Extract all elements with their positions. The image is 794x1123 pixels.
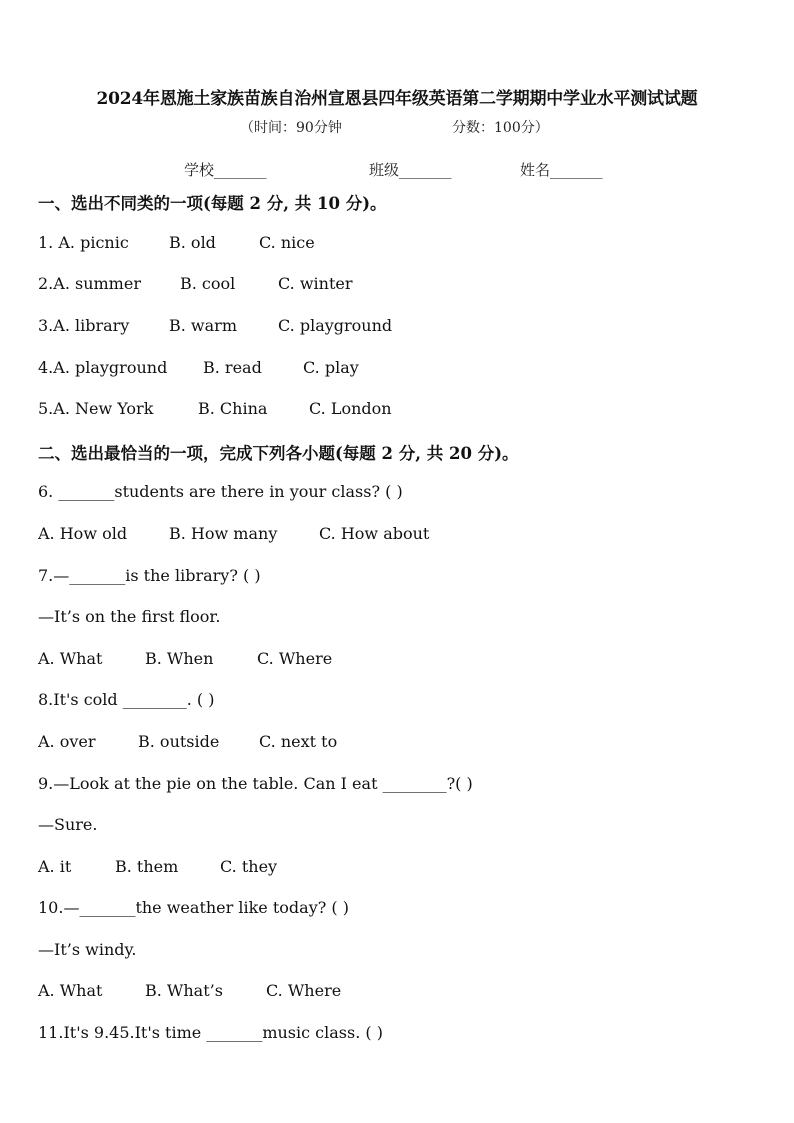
question-10-reply: —It’s windy. bbox=[38, 940, 137, 959]
question-7-option-b: B. When bbox=[145, 649, 214, 668]
question-10-option-c: C. Where bbox=[266, 981, 342, 1000]
question-8-option-c: C. next to bbox=[259, 732, 338, 751]
question-7-options bbox=[38, 649, 333, 668]
question-7-reply: —It’s on the first floor. bbox=[38, 607, 221, 626]
question-10-option-b: B. What’s bbox=[145, 981, 223, 1000]
question-8-stem: 8.It's cold ________. ( ) bbox=[38, 690, 215, 709]
question-8-option-a: A. over bbox=[38, 732, 96, 751]
question-10-option-a: A. What bbox=[38, 981, 103, 1000]
question-2 bbox=[38, 274, 353, 293]
question-10-stem: 10.—_______the weather like today? ( ) bbox=[38, 898, 349, 917]
question-2-option-a: 2.A. summer bbox=[38, 274, 141, 293]
school-field: 学校_______ bbox=[184, 161, 267, 179]
question-1 bbox=[38, 233, 315, 252]
name-field: 姓名_______ bbox=[520, 161, 603, 179]
exam-time: （时间：90分钟 bbox=[240, 120, 342, 136]
question-9-option-b: B. them bbox=[115, 857, 179, 876]
question-6-options bbox=[38, 524, 430, 543]
question-5-option-b: B. China bbox=[198, 399, 268, 418]
question-1-option-a: 1. A. picnic bbox=[38, 233, 129, 252]
question-9-stem: 9.—Look at the pie on the table. Can I eat ________?( ) bbox=[38, 774, 473, 793]
question-5 bbox=[38, 399, 392, 418]
question-7-option-a: A. What bbox=[38, 649, 103, 668]
question-2-option-b: B. cool bbox=[180, 274, 236, 293]
question-11-stem: 11.It's 9.45.It's time _______music class. ( ) bbox=[38, 1023, 383, 1042]
question-9-option-c: C. they bbox=[220, 857, 278, 876]
question-3-option-b: B. warm bbox=[169, 316, 237, 335]
question-6-stem: 6. _______students are there in your class? ( ) bbox=[38, 482, 403, 501]
question-1-option-b: B. old bbox=[169, 233, 216, 252]
question-3-option-a: 3.A. library bbox=[38, 316, 130, 335]
section-1-heading: 一、选出不同类的一项(每题 2 分, 共 10 分)。 bbox=[38, 194, 387, 213]
question-6-option-c: C. How about bbox=[319, 524, 430, 543]
question-5-option-c: C. London bbox=[309, 399, 392, 418]
question-9-options bbox=[38, 857, 278, 876]
question-4-option-b: B. read bbox=[203, 358, 262, 377]
section-2-heading: 二、选出最恰当的一项，完成下列各小题(每题 2 分, 共 20 分)。 bbox=[38, 444, 519, 463]
question-10-options bbox=[38, 981, 342, 1000]
question-7-stem: 7.—_______is the library? ( ) bbox=[38, 566, 261, 585]
question-8-option-b: B. outside bbox=[138, 732, 220, 751]
question-6-option-a: A. How old bbox=[38, 524, 128, 543]
question-1-option-c: C. nice bbox=[259, 233, 315, 252]
question-3-option-c: C. playground bbox=[278, 316, 393, 335]
question-4-option-c: C. play bbox=[303, 358, 359, 377]
question-8-options bbox=[38, 732, 338, 751]
question-6-option-b: B. How many bbox=[169, 524, 278, 543]
question-4-option-a: 4.A. playground bbox=[38, 358, 168, 377]
question-2-option-c: C. winter bbox=[278, 274, 353, 293]
question-9-option-a: A. it bbox=[38, 857, 72, 876]
question-4 bbox=[38, 358, 359, 377]
exam-score: 分数：100分） bbox=[452, 120, 549, 136]
question-9-reply: —Sure. bbox=[38, 815, 98, 834]
question-3 bbox=[38, 316, 393, 335]
page-title: 2024年恩施土家族苗族自治州宣恩县四年级英语第二学期期中学业水平测试试题 bbox=[96, 89, 698, 109]
question-5-option-a: 5.A. New York bbox=[38, 399, 154, 418]
class-field: 班级_______ bbox=[369, 161, 452, 179]
question-7-option-c: C. Where bbox=[257, 649, 333, 668]
